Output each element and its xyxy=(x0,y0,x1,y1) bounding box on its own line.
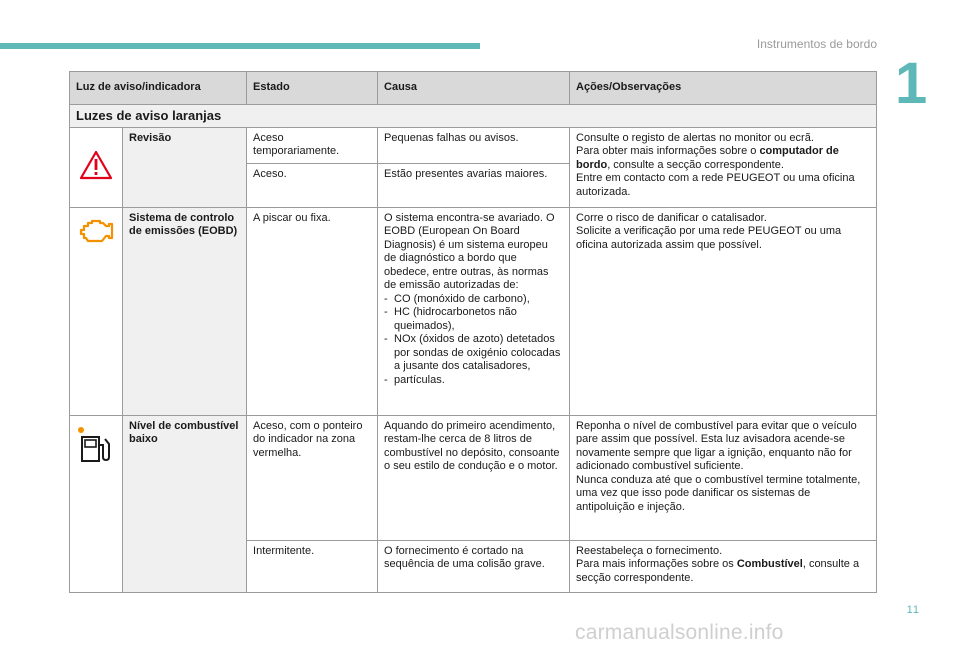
fuel-pump-icon xyxy=(76,426,116,464)
icon-cell xyxy=(70,207,123,415)
state-cell: Aceso, com o ponteiro do indicador na zona vermelha. xyxy=(247,415,378,540)
column-header: Estado xyxy=(247,72,378,105)
warning-label: Sistema de controlo de emissões (EOBD) xyxy=(123,207,247,415)
action-text: Corre o risco de danificar o catalisador. xyxy=(576,211,767,224)
action-text: Reponha o nível de combustível para evitar que o veículo pare assim que possível. Esta luz avisadora acende-se novamente sempre que ligar a ignição, enquanto não for adicionado combustível suficiente. xyxy=(576,419,857,472)
action-bold-term: Combustível xyxy=(736,558,803,570)
list-item: - HC (hidrocarbonetos não queimados), xyxy=(384,306,517,332)
state-cell: Aceso temporariamente. xyxy=(247,127,378,163)
warning-lights-table xyxy=(69,71,877,593)
icon-cell xyxy=(70,127,123,207)
list-item: - partículas. xyxy=(384,373,445,386)
list-item: - CO (monóxido de carbono), xyxy=(384,292,530,305)
warning-label: Nível de combustível baixo xyxy=(123,415,247,592)
table-row xyxy=(70,127,877,163)
column-header: Luz de aviso/indicadora xyxy=(70,72,247,105)
action-cell xyxy=(570,415,877,540)
section-row xyxy=(70,105,877,128)
action-cell xyxy=(570,540,877,592)
action-text: Para obter mais informações sobre o computador de bordo, consulte a secção correspondente. xyxy=(576,145,839,171)
action-cell xyxy=(570,207,877,415)
cause-text: O sistema encontra-se avariado. O EOBD (European On Board Diagnosis) é um sistema europeu de diagnóstico a bordo que obedece, entre outras, às normas de emissão autorizadas de: xyxy=(384,211,555,291)
table-header-row xyxy=(70,72,877,105)
action-bold-term: computador de bordo xyxy=(576,145,839,171)
icon-cell xyxy=(70,415,123,592)
cause-cell: O fornecimento é cortado na sequência de uma colisão grave. xyxy=(378,540,570,592)
warning-label: Revisão xyxy=(123,127,247,207)
action-cell xyxy=(570,127,877,207)
page-header-title: Instrumentos de bordo xyxy=(756,37,877,51)
action-text: Nunca conduza até que o combustível termine totalmente, uma vez que isso pode danificar os sistemas de antipoluição e injeção. xyxy=(576,473,861,513)
list-item: - NOx (óxidos de azoto) detetados por sondas de oxigénio colocadas a jusante dos catalisadores, xyxy=(384,333,561,372)
warning-triangle-icon xyxy=(79,149,113,181)
watermark: carmanualsonline.info xyxy=(575,621,784,644)
chapter-number: 1 xyxy=(895,51,928,116)
state-cell: Intermitente. xyxy=(247,540,378,592)
action-text: Solicite a verificação por uma rede PEUGEOT ou uma oficina autorizada assim que possível. xyxy=(576,225,842,251)
action-text: Consulte o registo de alertas no monitor ou ecrã. xyxy=(576,131,814,144)
section-title: Luzes de aviso laranjas xyxy=(70,105,877,128)
cause-cell xyxy=(378,207,570,415)
header-accent-bar xyxy=(0,43,480,49)
column-header: Causa xyxy=(378,72,570,105)
table-row xyxy=(70,415,877,540)
table-row xyxy=(70,207,877,415)
column-header: Ações/Observações xyxy=(570,72,877,105)
state-cell: A piscar ou fixa. xyxy=(247,207,378,415)
cause-cell: Estão presentes avarias maiores. xyxy=(378,163,570,207)
cause-cell: Aquando do primeiro acendimento, restam-lhe cerca de 8 litros de combustível no depósito, consoante o seu estilo de condução e o motor. xyxy=(378,415,570,540)
page-number: 11 xyxy=(906,604,920,616)
action-text: Para mais informações sobre os Combustível, consulte a secção correspondente. xyxy=(576,558,860,584)
action-text: Entre em contacto com a rede PEUGEOT ou uma oficina autorizada. xyxy=(576,172,855,198)
cause-cell: Pequenas falhas ou avisos. xyxy=(378,127,570,163)
engine-icon xyxy=(78,218,114,244)
action-text: Reestabeleça o fornecimento. xyxy=(576,544,723,557)
state-cell: Aceso. xyxy=(247,163,378,207)
